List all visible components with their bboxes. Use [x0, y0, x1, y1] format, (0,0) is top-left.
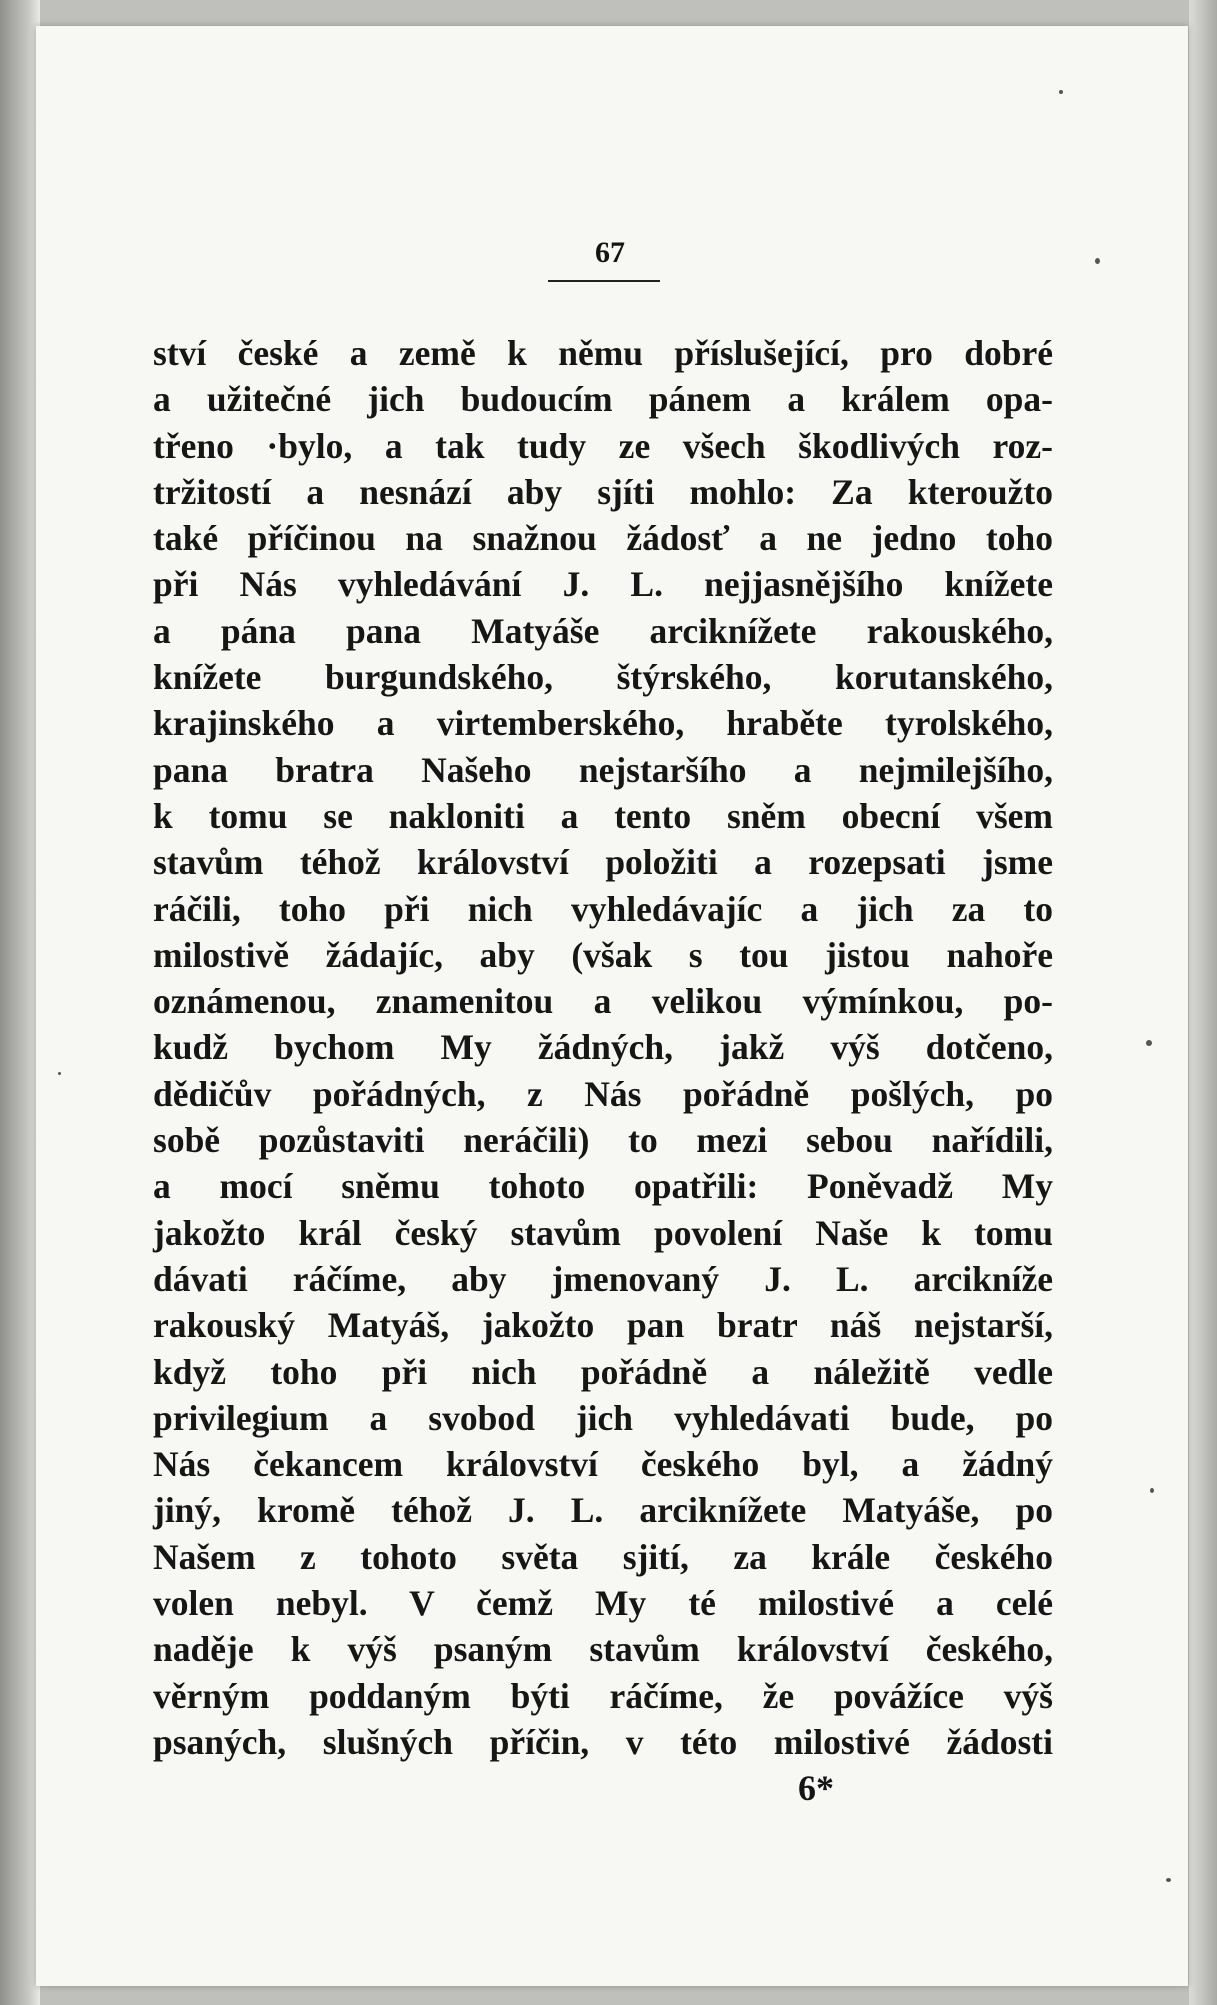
text-line: milostivě žádajíc, aby (však s tou jistou nahoře — [153, 934, 1053, 975]
page-number: 67 — [595, 236, 625, 269]
text-line: a pána pana Matyáše arciknížete rakouského, — [153, 610, 1053, 651]
text-line: krajinského a virtemberského, hraběte tyrolského, — [153, 703, 1053, 744]
text-line: ráčili, toho při nich vyhledávajíc a jich za to — [153, 888, 1053, 929]
page-edge — [1189, 0, 1217, 2005]
text-line: a užitečné jich budoucím pánem a králem opa- — [153, 379, 1053, 420]
header-rule — [548, 280, 660, 282]
text-line: Našem z tohoto světa sjití, za krále českého — [153, 1536, 1053, 1577]
text-line: jiný, kromě téhož J. L. arciknížete Matyáše, po — [153, 1490, 1053, 1531]
binding-shadow — [0, 0, 40, 2005]
text-line: kudž bychom My žádných, jakž výš dotčeno, — [153, 1027, 1053, 1068]
text-line: dávati ráčíme, aby jmenovaný J. L. arcikníže — [153, 1258, 1053, 1299]
text-line: dědičův pořádných, z Nás pořádně pošlých, po — [153, 1073, 1053, 1114]
text-line: k tomu se nakloniti a tento sněm obecní všem — [153, 795, 1053, 836]
dust-speck — [1059, 90, 1063, 94]
text-line: sobě pozůstaviti neráčili) to mezi sebou nařídili, — [153, 1120, 1053, 1161]
text-line: jakožto král český stavům povolení Naše k tomu — [153, 1212, 1053, 1253]
signature-mark: 6* — [798, 1768, 834, 1808]
text-line: pana bratra Našeho nejstaršího a nejmilejšího, — [153, 749, 1053, 790]
text-line: stavům téhož království položiti a rozepsati jsme — [153, 842, 1053, 883]
text-line: rakouský Matyáš, jakožto pan bratr náš nejstarší, — [153, 1305, 1053, 1346]
text-line: tržitostí a nesnází aby sjíti mohlo: Za kteroužto — [153, 471, 1053, 512]
dust-speck — [1150, 1488, 1154, 1493]
dust-speck — [1146, 1040, 1152, 1046]
text-line: také příčinou na snažnou žádosť a ne jedno toho — [153, 518, 1053, 559]
text-line: privilegium a svobod jich vyhledávati bude, po — [153, 1397, 1053, 1438]
text-line: psaných, slušných příčin, v této milostivé žádosti — [153, 1721, 1053, 1762]
text-line: při Nás vyhledávání J. L. nejjasnějšího knížete — [153, 564, 1053, 605]
dust-speck — [58, 1072, 61, 1075]
text-line: a mocí sněmu tohoto opatřili: Poněvadž My — [153, 1166, 1053, 1207]
text-line: když toho při nich pořádně a náležitě vedle — [153, 1351, 1053, 1392]
text-line: oznámenou, znamenitou a velikou výmínkou, po- — [153, 981, 1053, 1022]
dust-speck — [1166, 1878, 1171, 1882]
text-line: knížete burgundského, štýrského, korutanského, — [153, 657, 1053, 698]
text-line: ství české a země k němu příslušející, pro dobré — [153, 333, 1053, 373]
body-text — [153, 330, 1053, 1765]
text-line: věrným poddaným býti ráčíme, že povážíce výš — [153, 1675, 1053, 1716]
text-line: naděje k výš psaným stavům království českého, — [153, 1629, 1053, 1670]
text-line: třeno ·bylo, a tak tudy ze všech škodlivých roz- — [153, 425, 1053, 466]
dust-speck — [1095, 258, 1100, 264]
text-line: Nás čekancem království českého byl, a žádný — [153, 1444, 1053, 1485]
text-line: volen nebyl. V čemž My té milostivé a celé — [153, 1583, 1053, 1624]
